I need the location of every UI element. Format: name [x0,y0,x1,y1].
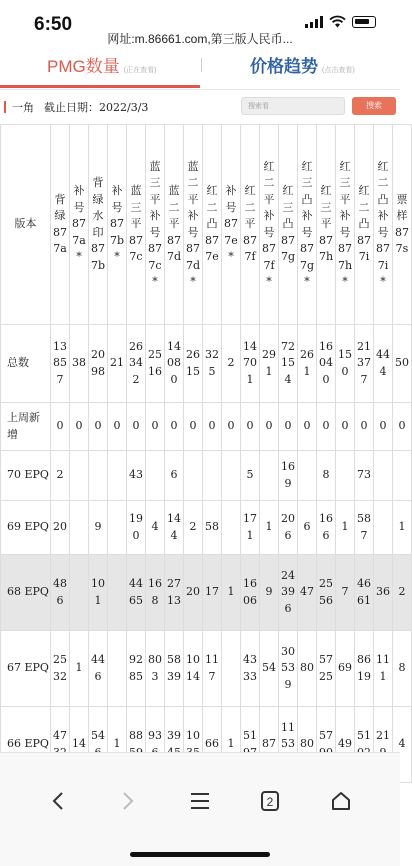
column-header-label: 红三凸877g [280,184,296,264]
table-cell: 1 [222,555,241,631]
column-header-label: 蓝二平877d [166,184,182,264]
table-cell [70,501,89,555]
column-header-label: 红三凸补号877g* [299,159,315,288]
table-cell: 444 [374,325,393,403]
column-header-label: 红二平877f [243,184,257,264]
table-cell: 51 [241,707,260,783]
table-cell: 0 [374,403,393,451]
table-cell: 21377 [355,325,374,403]
table-cell: 6 [298,501,317,555]
table-cell: 2556 [317,555,336,631]
tab-divider [201,58,202,72]
home-icon [330,790,352,812]
table-cell: 66 [203,707,222,783]
tab-pmg-count[interactable] [47,52,156,77]
menu-icon [190,792,210,810]
table-cell: 14080 [165,325,184,403]
table-cell: 8 [317,451,336,501]
table-cell: 0 [51,403,70,451]
search-button[interactable]: 搜索 [352,97,396,115]
column-header-label: 红二凸877e [205,184,219,264]
column-header-label: 红三平877h [318,184,334,264]
table-cell: 20 [51,501,70,555]
table-cell: 206 [279,501,298,555]
column-header [374,125,393,325]
table-cell: 87 [260,707,279,783]
table-cell: 1606 [241,555,260,631]
table-cell [108,631,127,707]
table-cell: 0 [222,403,241,451]
table-row [1,403,412,451]
table-cell [260,451,279,501]
table-cell [70,451,89,501]
column-header [317,125,336,325]
row-label: 70 EPQ [1,451,51,501]
table-cell: 1 [260,501,279,555]
table-cell [89,451,108,501]
table-cell: 9 [260,555,279,631]
column-header-label: 红二平补号877f* [262,159,276,288]
table-cell: 2615 [184,325,203,403]
table-cell: 93 [146,707,165,783]
table-cell: 2 [184,501,203,555]
column-header [146,125,165,325]
back-button[interactable] [42,785,74,817]
table-cell: 43 [127,451,146,501]
table-cell: 1153 [279,707,298,783]
table-cell: 0 [393,403,412,451]
table-cell: 26342 [127,325,146,403]
table-cell [336,451,355,501]
menu-button[interactable] [184,785,216,817]
table-cell: 4333 [241,631,260,707]
table-row [1,631,412,707]
tabs-button[interactable] [254,785,286,817]
table-cell: 166 [317,501,336,555]
table-cell: 1 [336,501,355,555]
table-cell [222,501,241,555]
table-cell [184,451,203,501]
denomination-label: 一角 [12,101,34,114]
table-cell: 587 [355,501,374,555]
table-cell: 2 [222,325,241,403]
table-cell: 169 [279,451,298,501]
table-cell: 2516 [146,325,165,403]
home-indicator [130,852,270,857]
table-cell [146,451,165,501]
tab-sublabel: (点击查看) [322,67,355,74]
column-header [51,125,70,325]
table-cell: 150 [336,325,355,403]
table-cell: 171 [241,501,260,555]
table-cell: 58 [203,501,222,555]
table-cell: 111 [374,631,393,707]
column-header [89,125,108,325]
table-cell: 1 [70,631,89,707]
table-cell: 17 [203,555,222,631]
data-table-container[interactable] [0,124,409,752]
table-cell: 73 [355,451,374,501]
column-header [203,125,222,325]
battery-icon [352,16,376,28]
table-cell [70,555,89,631]
status-bar [0,0,400,44]
url-bar[interactable]: 网址:m.86661.com,第三版人民币... [107,32,293,46]
table-cell: 446 [89,631,108,707]
column-header [127,125,146,325]
table-cell: 2532 [51,631,70,707]
forward-button[interactable] [112,785,144,817]
status-time: 6:50 [34,14,73,35]
table-cell [108,555,127,631]
table-cell [203,451,222,501]
table-cell: 168 [146,555,165,631]
table-cell: 21 [108,325,127,403]
table-cell: 0 [317,403,336,451]
row-label: 总数 [1,325,51,403]
table-cell: 101 [89,555,108,631]
column-header-label: 补号877a* [72,184,86,264]
table-cell: 6 [165,451,184,501]
table-cell: 88 [127,707,146,783]
table-cell: 1 [108,707,127,783]
table-cell: 14701 [241,325,260,403]
column-header-label: 背绿877a [53,192,67,255]
column-header [355,125,374,325]
table-cell: 38 [70,325,89,403]
row-label: 66 EPQ [1,707,51,783]
table-cell: 0 [108,403,127,451]
column-header [260,125,279,325]
table-cell: 21 [374,707,393,783]
table-cell: 0 [355,403,374,451]
table-cell: 30539 [279,631,298,707]
table-cell: 2 [51,451,70,501]
table-cell: 14 [70,707,89,783]
column-header-label: 补号877e* [224,184,238,264]
table-cell: 16040 [317,325,336,403]
table-cell: 0 [70,403,89,451]
table-cell: 50 [393,325,412,403]
svg-text:2: 2 [266,795,274,809]
table-cell: 54 [260,631,279,707]
table-cell: 5 [241,451,260,501]
table-cell: 0 [298,403,317,451]
tab-price-trend[interactable] [250,52,355,77]
column-header-label: 蓝三平补号877c* [148,159,162,288]
table-cell: 4 [393,707,412,783]
table-cell: 20 [184,555,203,631]
table-cell: 0 [336,403,355,451]
table-row [1,555,412,631]
wifi-icon [329,16,346,28]
table-cell: 5725 [317,631,336,707]
table-cell: 69 [336,631,355,707]
table-cell: 4661 [355,555,374,631]
table-cell: 0 [146,403,165,451]
table-cell: 39 [165,707,184,783]
active-tab-indicator [0,85,200,88]
tabs-icon [258,789,282,813]
column-header-label: 红三平补号877h* [337,159,353,288]
table-cell: 49 [336,707,355,783]
table-cell: 13857 [51,325,70,403]
column-header-label: 蓝二平补号877d* [185,159,201,288]
table-cell [108,501,127,555]
row-label: 68 EPQ [1,555,51,631]
table-cell: 803 [146,631,165,707]
table-cell: 36 [374,555,393,631]
table-cell: 8 [393,631,412,707]
table-cell [298,451,317,501]
table-cell: 51 [355,707,374,783]
column-header [279,125,298,325]
chevron-right-icon [121,791,135,811]
tab-sublabel: (正在查看) [123,67,157,74]
table-cell: 9 [89,501,108,555]
table-cell: 4465 [127,555,146,631]
table-cell [108,451,127,501]
table-cell: 0 [89,403,108,451]
table-cell: 2713 [165,555,184,631]
table-cell [222,631,241,707]
table-cell: 1 [222,707,241,783]
table-cell: 0 [260,403,279,451]
column-header-label: 票样877s [395,192,409,255]
chevron-left-icon [51,791,65,811]
table-cell: 0 [184,403,203,451]
table-cell: 80 [298,631,317,707]
column-header [108,125,127,325]
status-icons [305,16,376,28]
column-header [393,125,412,325]
column-header-label: 红二凸补号877i* [376,159,390,288]
population-table [0,124,412,783]
table-cell: 0 [279,403,298,451]
column-header [298,125,317,325]
table-cell: 57 [317,707,336,783]
cutoff-date: 截止日期：2022/3/3 [44,101,149,114]
table-cell: 10 [184,707,203,783]
filter-bar [0,93,400,121]
tab-label: 价格趋势 [250,57,318,76]
tab-label: PMG数量 [47,57,120,76]
table-cell: 9285 [127,631,146,707]
tab-bar [0,44,400,90]
table-cell [374,451,393,501]
column-header [70,125,89,325]
table-cell: 4 [146,501,165,555]
table-row [1,501,412,555]
table-cell: 190 [127,501,146,555]
column-header [336,125,355,325]
table-cell: 1 [393,501,412,555]
column-header-label: 蓝三平877c [129,184,143,264]
table-cell: 47 [51,707,70,783]
table-cell: 2 [393,555,412,631]
table-cell: 80 [298,707,317,783]
table-cell: 72154 [279,325,298,403]
row-label: 69 EPQ [1,501,51,555]
table-cell: 0 [203,403,222,451]
table-cell: 54 [89,707,108,783]
column-header-label: 红二凸877i [357,184,371,264]
table-cell: 0 [165,403,184,451]
table-cell: 0 [241,403,260,451]
column-header [241,125,260,325]
column-header [222,125,241,325]
column-header-label: 背绿水印877b [90,176,106,272]
section-marker [4,101,6,113]
table-cell: 144 [165,501,184,555]
table-cell: 47 [298,555,317,631]
row-label: 67 EPQ [1,631,51,707]
column-header [165,125,184,325]
table-cell [374,501,393,555]
table-cell: 117 [203,631,222,707]
table-cell: 486 [51,555,70,631]
search-input[interactable]: 搜索看 [241,97,345,115]
table-cell: 8619 [355,631,374,707]
home-button[interactable] [325,785,357,817]
table-cell [222,451,241,501]
table-cell: 7 [336,555,355,631]
table-cell: 2098 [89,325,108,403]
table-cell: 1014 [184,631,203,707]
column-header [184,125,203,325]
browser-toolbar [0,752,400,866]
table-cell: 291 [260,325,279,403]
table-row [1,451,412,501]
column-header-label: 补号877b* [109,184,125,264]
corner-header: 版本 [1,125,51,325]
table-row [1,325,412,403]
table-cell: 5839 [165,631,184,707]
signal-icon [305,16,323,28]
table-cell: 261 [298,325,317,403]
table-cell: 325 [203,325,222,403]
table-cell [393,451,412,501]
row-label: 上周新增 [1,403,51,451]
table-cell: 24396 [279,555,298,631]
table-cell: 0 [127,403,146,451]
